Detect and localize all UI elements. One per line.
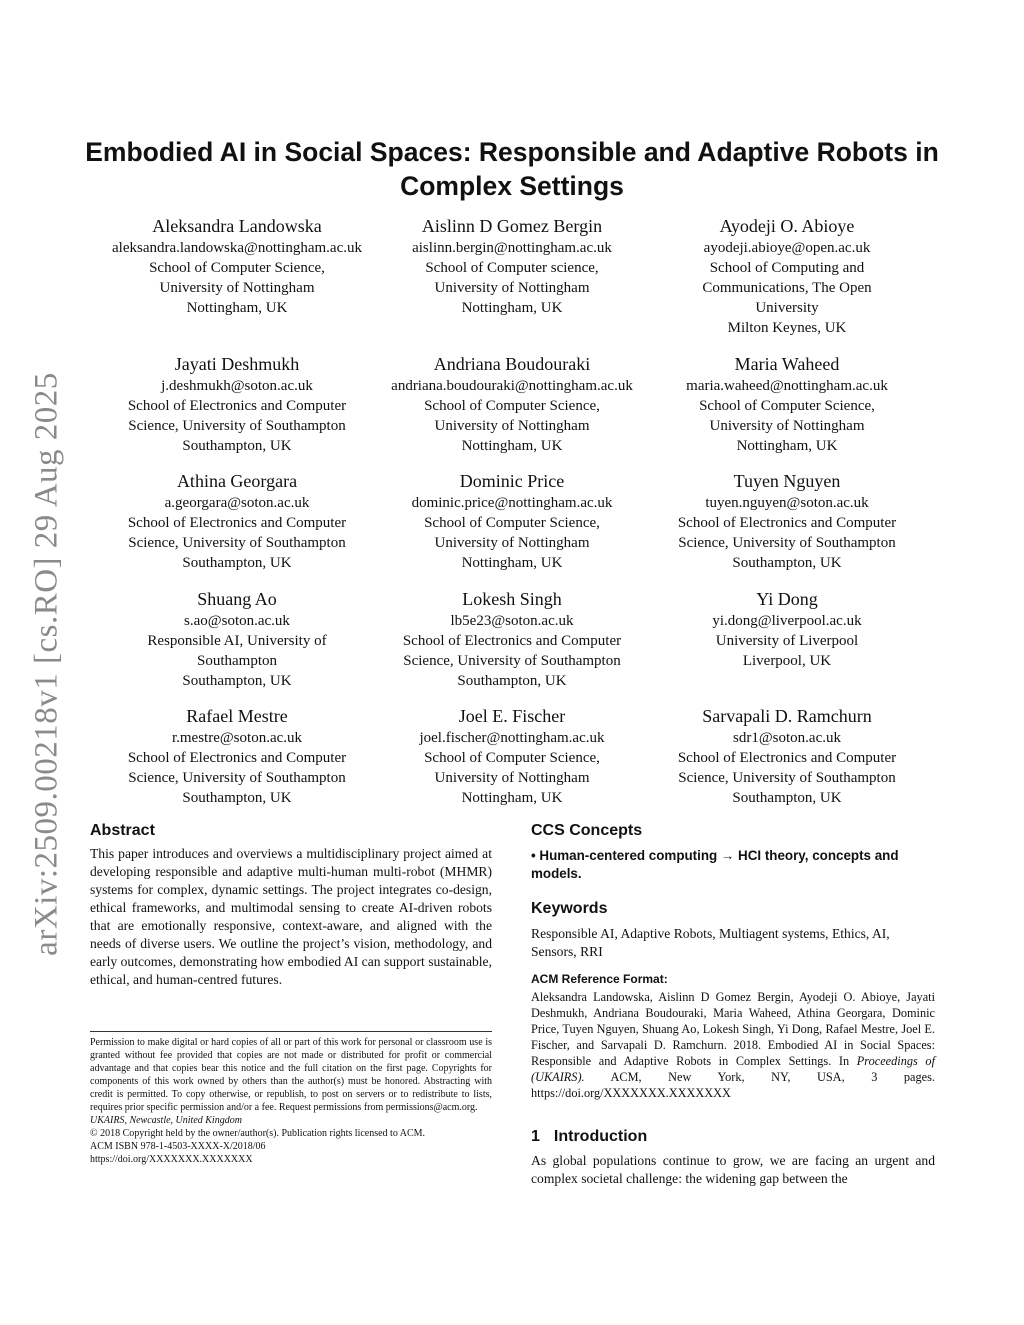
- author-name: Lokesh Singh: [462, 589, 562, 609]
- author-block: [637, 471, 937, 573]
- author-email[interactable]: ayodeji.abioye@open.ac.uk: [703, 240, 871, 256]
- author-affiliation-line: Nottingham, UK: [461, 790, 563, 806]
- author-email[interactable]: maria.waheed@nottingham.ac.uk: [686, 378, 888, 394]
- introduction-heading: [531, 1127, 647, 1147]
- acm-reference-text: [531, 989, 935, 1101]
- doi-link[interactable]: https://doi.org/XXXXXXX.XXXXXXX: [90, 1154, 253, 1165]
- author-affiliation-line: Southampton, UK: [182, 790, 292, 806]
- author-affiliation-line: University of Nottingham: [709, 418, 865, 434]
- ccs-heading: CCS Concepts: [531, 822, 643, 839]
- author-block: [637, 706, 937, 808]
- keywords-section: [531, 899, 935, 961]
- author-block: [362, 706, 662, 808]
- permission-notice: Permission to make digital or hard copies of all or part of this work for personal or classroom use is granted without fee provided that copies are not made or distributed for profit or commercial advantage and that copies bear this notice and the full citation on the first page. Copyrights for components of this work owned by others than the author(s) must be honored. Abstracting with credit is permitted. To copy otherwise, or republish, to post on servers or to redistribute to lists, requires prior specific permission and/or a fee. Request permissions from permissions@acm.org.: [90, 1037, 492, 1113]
- author-email[interactable]: lb5e23@soton.ac.uk: [450, 613, 574, 629]
- author-affiliation-line: Southampton, UK: [732, 790, 842, 806]
- author-affiliation-line: School of Electronics and Computer: [127, 750, 347, 766]
- author-name: Athina Georgara: [176, 471, 298, 491]
- acm-reference-heading: ACM Reference Format:: [531, 972, 668, 986]
- author-block: [87, 354, 387, 456]
- author-block: [637, 216, 937, 338]
- author-block: [87, 589, 387, 691]
- author-affiliation-line: School of Computing and: [709, 260, 865, 276]
- author-email[interactable]: sdr1@soton.ac.uk: [733, 730, 841, 746]
- author-affiliation-line: Science, University of Southampton: [403, 653, 621, 669]
- author-affiliation-line: Milton Keynes, UK: [727, 320, 847, 336]
- author-affiliation-line: School of Electronics and Computer: [402, 633, 622, 649]
- author-email[interactable]: andriana.boudouraki@nottingham.ac.uk: [391, 378, 633, 394]
- reference-body: Aleksandra Landowska, Aislinn D Gomez Bergin, Ayodeji O. Abioye, Jayati Deshmukh, Andriana Boudouraki, Maria Waheed, Athina Georgara, Dominic Price, Tuyen Nguyen, Shuang Ao, Lokesh Singh, Yi Dong, Rafael Mestre, Joel E. Fischer, and Sarvapali D. Ramchurn. 2018. Embodied AI in Social Spaces: Responsible and Adaptive Robots in Complex Settings. In: [531, 990, 935, 1068]
- section-number: 1: [531, 1128, 540, 1145]
- isbn: ACM ISBN 978-1-4503-XXXX-X/2018/06: [90, 1141, 266, 1152]
- section-title: Introduction: [553, 1128, 648, 1145]
- author-affiliation-line: Science, University of Southampton: [678, 770, 896, 786]
- author-block: [362, 216, 662, 318]
- author-affiliation-line: School of Computer Science,: [424, 398, 600, 414]
- author-affiliation-line: University of Nottingham: [159, 280, 315, 296]
- author-affiliation-line: School of Electronics and Computer: [127, 398, 347, 414]
- author-affiliation-line: Science, University of Southampton: [128, 418, 346, 434]
- author-affiliation-line: University of Nottingham: [434, 770, 590, 786]
- author-email[interactable]: r.mestre@soton.ac.uk: [171, 730, 303, 746]
- author-block: [362, 354, 662, 456]
- author-block: [87, 471, 387, 573]
- author-block: [87, 706, 387, 808]
- ccs-section: [531, 821, 935, 883]
- paper-title: Embodied AI in Social Spaces: Responsible and Adaptive Robots in Complex Settings: [85, 137, 939, 201]
- conference-name: UKAIRS, Newcastle, United Kingdom: [90, 1115, 242, 1126]
- author-affiliation-line: Southampton, UK: [732, 555, 842, 571]
- author-name: Joel E. Fischer: [458, 706, 566, 726]
- author-name: Sarvapali D. Ramchurn: [702, 706, 872, 726]
- author-affiliation-line: Communications, The Open: [702, 280, 872, 296]
- author-affiliation-line: University: [755, 300, 819, 316]
- author-affiliation-line: School of Computer Science,: [149, 260, 325, 276]
- author-name: Rafael Mestre: [186, 706, 288, 726]
- introduction-text: As global populations continue to grow, we are facing an urgent and complex societal challenge: the widening gap between the: [531, 1153, 935, 1186]
- abstract-section: [90, 821, 492, 989]
- ccs-text: • Human-centered computing → HCI theory, concepts and models.: [531, 848, 899, 881]
- abstract-heading: Abstract: [90, 822, 155, 839]
- author-affiliation-line: Southampton, UK: [182, 555, 292, 571]
- author-block: [362, 589, 662, 691]
- author-name: Andriana Boudouraki: [433, 354, 591, 374]
- author-affiliation-line: Science, University of Southampton: [678, 535, 896, 551]
- author-affiliation-line: School of Electronics and Computer: [677, 515, 897, 531]
- author-name: Dominic Price: [459, 471, 565, 491]
- author-affiliation-line: Southampton: [196, 653, 277, 669]
- author-affiliation-line: University of Nottingham: [434, 535, 590, 551]
- author-block: [637, 589, 937, 671]
- author-affiliation-line: Southampton, UK: [182, 673, 292, 689]
- author-name: Aislinn D Gomez Bergin: [421, 216, 603, 236]
- author-affiliation-line: School of Electronics and Computer: [677, 750, 897, 766]
- author-affiliation-line: School of Electronics and Computer: [127, 515, 347, 531]
- keywords-text: Responsible AI, Adaptive Robots, Multiagent systems, Ethics, AI, Sensors, RRI: [531, 926, 890, 959]
- author-name: Shuang Ao: [197, 589, 277, 609]
- author-affiliation-line: University of Nottingham: [434, 418, 590, 434]
- author-email[interactable]: joel.fischer@nottingham.ac.uk: [419, 730, 605, 746]
- author-email[interactable]: a.georgara@soton.ac.uk: [164, 495, 310, 511]
- copyright-notice: © 2018 Copyright held by the owner/author(s). Publication rights licensed to ACM.: [90, 1128, 426, 1139]
- reference-proceedings: Proceedings of (UKAIRS).: [531, 1054, 935, 1084]
- author-email[interactable]: aleksandra.landowska@nottingham.ac.uk: [112, 240, 362, 256]
- author-name: Aleksandra Landowska: [152, 216, 322, 236]
- keywords-heading: Keywords: [531, 900, 608, 917]
- author-affiliation-line: School of Computer Science,: [699, 398, 875, 414]
- author-affiliation-line: Science, University of Southampton: [128, 770, 346, 786]
- author-affiliation-line: Science, University of Southampton: [128, 535, 346, 551]
- author-affiliation-line: Nottingham, UK: [461, 555, 563, 571]
- permission-footnote: [90, 1036, 492, 1166]
- author-affiliation-line: Southampton, UK: [457, 673, 567, 689]
- author-affiliation-line: Nottingham, UK: [736, 438, 838, 454]
- author-block: [87, 216, 387, 318]
- author-affiliation-line: Nottingham, UK: [461, 438, 563, 454]
- author-block: [362, 471, 662, 573]
- author-affiliation-line: School of Computer Science,: [424, 515, 600, 531]
- author-affiliation-line: University of Nottingham: [434, 280, 590, 296]
- author-email[interactable]: yi.dong@liverpool.ac.uk: [712, 613, 862, 629]
- abstract-text: This paper introduces and overviews a multidisciplinary project aimed at developing responsible and adaptive multi-human multi-robot (MHMR) systems for complex, dynamic settings. The project integrates co-design, ethical frameworks, and multimodal sensing to create AI-driven robots that are emotionally responsive, context-aware, and aligned with the needs of diverse users. We outline the project’s vision, methodology, and early outcomes, demonstrating how embodied AI can support sustainable, ethical, and human-centred futures.: [90, 846, 492, 987]
- author-affiliation-line: School of Computer Science,: [424, 750, 600, 766]
- author-email[interactable]: tuyen.nguyen@soton.ac.uk: [705, 495, 869, 511]
- author-affiliation-line: Nottingham, UK: [461, 300, 563, 316]
- author-affiliation-line: University of Liverpool: [715, 633, 859, 649]
- acm-reference-section: [531, 971, 935, 1101]
- footnote-divider: [90, 1031, 492, 1032]
- author-affiliation-line: Responsible AI, University of: [147, 633, 327, 649]
- author-email[interactable]: dominic.price@nottingham.ac.uk: [411, 495, 613, 511]
- author-affiliation-line: Southampton, UK: [182, 438, 292, 454]
- author-block: [637, 354, 937, 456]
- author-affiliation-line: Nottingham, UK: [186, 300, 288, 316]
- author-name: Maria Waheed: [734, 354, 840, 374]
- author-affiliation-line: School of Computer science,: [425, 260, 599, 276]
- reference-tail: ACM, New York, NY, USA, 3 pages. https://doi.org/XXXXXXX.XXXXXXX: [531, 1070, 935, 1100]
- author-email[interactable]: aislinn.bergin@nottingham.ac.uk: [412, 240, 612, 256]
- author-email[interactable]: s.ao@soton.ac.uk: [184, 613, 290, 629]
- author-name: Jayati Deshmukh: [174, 354, 300, 374]
- author-name: Ayodeji O. Abioye: [719, 216, 855, 236]
- author-email[interactable]: j.deshmukh@soton.ac.uk: [161, 378, 313, 394]
- author-name: Yi Dong: [756, 589, 818, 609]
- author-affiliation-line: Liverpool, UK: [742, 653, 832, 669]
- author-name: Tuyen Nguyen: [733, 471, 841, 491]
- arxiv-identifier: arXiv:2509.00218v1 [cs.RO] 29 Aug 2025: [28, 372, 65, 956]
